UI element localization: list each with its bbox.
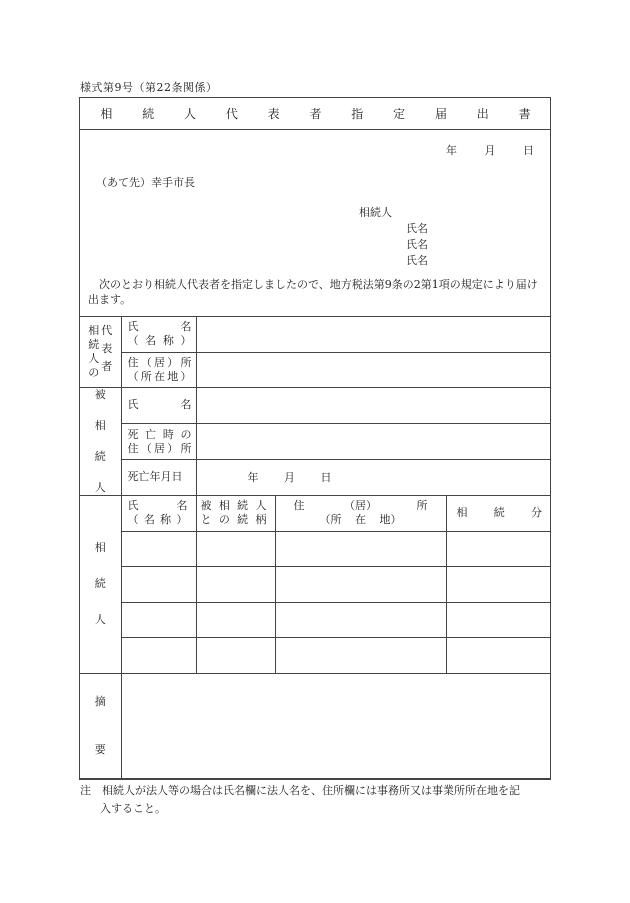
heir-3-relation-field[interactable]	[196, 603, 275, 638]
heir-name-line-1: 氏名	[406, 222, 428, 235]
memo-field[interactable]	[121, 674, 550, 779]
heirs-table	[80, 496, 550, 675]
memo-side-label: 摘 要	[80, 674, 121, 779]
heirs-col-relation: 被 相 続 人 と の 続 柄	[196, 496, 275, 532]
heirs-col-share: 相 続 分	[446, 496, 550, 532]
deceased-side-label: 被 相 続 人	[80, 387, 121, 495]
header-block	[80, 130, 550, 317]
notification-form	[79, 97, 551, 780]
date-line: 年 月 日	[446, 144, 534, 157]
memo-table	[80, 674, 550, 779]
heir-label: 相続人	[359, 206, 392, 219]
death-date-value: 年 月 日	[247, 471, 332, 485]
table-row	[80, 638, 550, 674]
deceased-address-field[interactable]	[196, 424, 550, 460]
heir-3-address-field[interactable]	[275, 603, 446, 638]
heir-name-line-2: 氏名	[406, 238, 428, 251]
death-date-field[interactable]	[196, 459, 550, 495]
heir-1-share-field[interactable]	[446, 532, 550, 567]
heirs-col-name: 氏 名 （ 名 称 ）	[121, 496, 196, 532]
heirs-col-address: 住 （居） 所 （所 在 地）	[275, 496, 446, 532]
deceased-name-label: 氏 名	[121, 387, 196, 424]
heir-3-share-field[interactable]	[446, 603, 550, 638]
heir-1-relation-field[interactable]	[196, 532, 275, 567]
heir-4-name-field[interactable]	[121, 638, 196, 674]
heir-2-share-field[interactable]	[446, 567, 550, 603]
representative-address-field[interactable]	[196, 352, 550, 387]
heir-4-share-field[interactable]	[446, 638, 550, 674]
addressee: （あて先）幸手市長	[96, 176, 195, 189]
representative-address-label: 住 （ 居 ） 所 （ 所 在 地 ）	[121, 352, 196, 387]
heir-2-name-field[interactable]	[121, 567, 196, 603]
form-number: 様式第9号（第22条関係）	[80, 81, 218, 94]
table-row	[80, 603, 550, 638]
table-row	[80, 567, 550, 603]
death-date-label: 死亡年月日	[121, 459, 196, 495]
statement: 次のとおり相続人代表者を指定しましたので、地方税法第9条の2第1項の規定により届け出ます。	[88, 278, 538, 306]
representative-side-label: 相 続 人 の 代 表 者	[80, 317, 121, 387]
heir-1-name-field[interactable]	[121, 532, 196, 567]
heir-1-address-field[interactable]	[275, 532, 446, 567]
deceased-name-field[interactable]	[196, 387, 550, 424]
footnote-line-2: 入すること。	[100, 802, 166, 815]
heirs-side-label: 相 続 人	[80, 496, 121, 674]
heir-2-relation-field[interactable]	[196, 567, 275, 603]
heir-2-address-field[interactable]	[275, 567, 446, 603]
heir-4-address-field[interactable]	[275, 638, 446, 674]
heir-3-name-field[interactable]	[121, 603, 196, 638]
heir-4-relation-field[interactable]	[196, 638, 275, 674]
footnote	[80, 782, 550, 818]
representative-name-label: 氏 名 （ 名 称 ）	[121, 317, 196, 352]
deceased-address-label: 死 亡 時 の 住 （ 居 ） 所	[121, 424, 196, 460]
heir-name-line-3: 氏名	[406, 254, 428, 267]
representative-name-field[interactable]	[196, 317, 550, 352]
form-title: 相 続 人 代 表 者 指 定 届 出 書	[80, 98, 550, 130]
representative-deceased-table	[80, 317, 550, 496]
footnote-line-1: 注 相続人が法人等の場合は氏名欄に法人名を、住所欄には事務所又は事業所所在地を記	[80, 784, 520, 797]
table-row	[80, 532, 550, 567]
